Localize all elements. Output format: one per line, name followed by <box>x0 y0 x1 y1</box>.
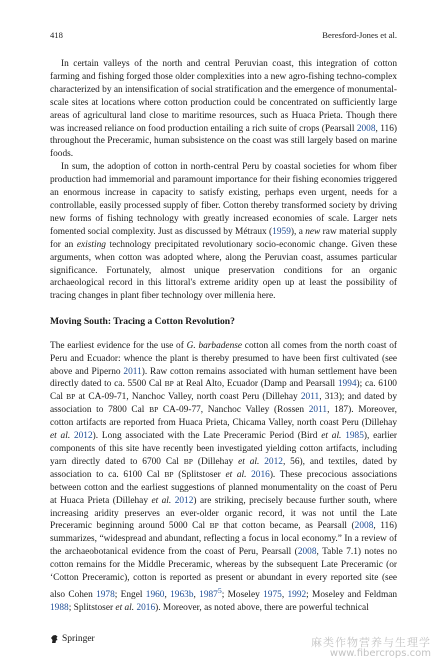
page-number: 418 <box>50 30 63 40</box>
citation-link[interactable]: 2011 <box>300 392 320 403</box>
citation-link[interactable]: 2012 <box>70 431 93 442</box>
citation-link[interactable]: 2008 <box>356 123 376 134</box>
citation-link[interactable]: 2012 <box>171 495 194 506</box>
publisher-footer <box>50 634 95 644</box>
citation-link[interactable]: 1978 <box>96 590 115 601</box>
citation-link[interactable]: 2016 <box>134 602 156 613</box>
main-text <box>50 58 397 615</box>
citation-link[interactable]: 2008 <box>297 547 317 558</box>
citation-link[interactable]: 1994 <box>337 379 357 390</box>
citation-link[interactable]: 1959 <box>272 226 291 237</box>
citation-link[interactable]: 1992 <box>287 590 307 601</box>
footnote-marker[interactable]: 5 <box>217 585 222 595</box>
citation-link[interactable]: 2011 <box>308 405 328 416</box>
citation-link[interactable]: 1960 <box>145 590 165 601</box>
citation-link[interactable]: 1975 <box>263 590 282 601</box>
citation-link[interactable]: 2008 <box>354 521 374 532</box>
paragraph-cotton-integration: In certain valleys of the north and central Peruvian coast, this integration of cotton farming and fishing forged those older complexities into a new agro-fishing techno-complex characterized by an intensification of social stratification and the emergence of monumental-scale sites at locations where cotton production could be concentrated on sufficiently large areas of agricultural land close to maritime resources, such as Huaca Prieta. Though there was increased reliance on food production entailing a rich suite of crops (Pearsall 2008, 116) throughout the Preceramic, human subsistence on the coast was still largely based on marine foods. <box>50 59 397 160</box>
section-heading: Moving South: Tracing a Cotton Revolution? <box>50 315 235 327</box>
citation-link[interactable]: 2011 <box>123 366 142 377</box>
citation-link[interactable]: 2016 <box>246 469 270 480</box>
paragraph-earliest-evidence: The earliest evidence for the use of G. barbadense cotton all comes from the north coast of Peru and Ecuador: whence the plant is thereby presumed to have been first cultivated (see above and Piperno 2011). Raw cotton remains associated with human settlement have been directly dated to ca. 5500 Cal BP at Real Alto, Ecuador (Damp and Pearsall 1994); ca. 6100 Cal BP at CA-09-71, Nanchoc Valley, north coast Peru (Dillehay 2011, 313); and dated by association to 7800 Cal BP CA-09-77, Nanchoc Valley (Rossen 2011, 187). Moreover, cotton artifacts are reported from Huaca Prieta, Chicama Valley, north coast Peru (Dillehay et al. 2012). Long associated with the Late Preceramic Period (Bird et al. 1985), earlier components of this site have recently been investigated yielding cotton artifacts, including yarn directly dated to 6700 Cal BP (Dillehay et al. 2012, 56), and textiles, dated by association to ca. 6100 Cal BP (Splitstoser et al. 2016). These precocious associations between cotton and the earliest suggestions of planned monumentality on the coast of Peru at Huaca Prieta (Dillehay et al. 2012) are striking, precisely because further south, where increasing aridity preserves an ever-older organic record, it was not until the Late Preceramic beginning around 5000 Cal BP that cotton became, as Pearsall (2008, 116) summarizes, “widespread and abundant, reflecting a focus in local economy.” In a review of the archaeobotanical evidence from the coast of Peru, Pearsall (2008, Table 7.1) notes no cotton remains for the Middle Preceramic, whereas by the subsequent Late Preceramic (or ‘Cotton Preceramic), cotton is reported as present or abundant in every reported site (see also Cohen 1978; Engel 1960, 1963b, 1987$^5$; Moseley 1975, 1992; Moseley and Feldman 1988; Splitstoser et al. 2016). Moreover, as noted above, there are powerful technical <box>50 340 398 613</box>
publisher-name: Springer <box>62 634 95 644</box>
citation-link[interactable]: 1988 <box>50 602 69 613</box>
springer-horse-icon <box>50 634 59 644</box>
citation-link[interactable]: 1985 <box>341 431 364 442</box>
citation-link[interactable]: 1963b <box>170 590 194 601</box>
citation-link[interactable]: 1987 <box>199 590 218 601</box>
paragraph-in-sum: In sum, the adoption of cotton in north-central Peru by coastal societies for whom fiber production had immemorial and paramount importance for their fishing economies triggered an enormous increase in capacity to satisfy existing, perhaps even urgent, needs for a controllable, easily processed supply of fiber. Cotton thereby transformed society by driving new forms of fishing technology with greatly increased economies of scale. Larger nets fomented social complexity. Just as discussed by Métraux (1959), a new raw material supply for an existing technology precipitated revolutionary socio-economic change. Given these arguments, when cotton was adopted where, along the Peruvian coast, assumes particular significance. Fortunately, almost unique preservation conditions for an organic archaeological record in this littoral's extreme aridity open up at least the possibility of tracing changes in plant fiber technology over millenia here. <box>50 162 397 302</box>
citation-link[interactable]: 2012 <box>259 456 283 467</box>
watermark-url: www.fibercrops.com <box>329 648 431 659</box>
running-header <box>50 30 397 40</box>
watermark-chinese: 麻类作物营养与生理学 <box>311 636 431 649</box>
running-head-authors: Beresford-Jones et al. <box>322 30 397 40</box>
